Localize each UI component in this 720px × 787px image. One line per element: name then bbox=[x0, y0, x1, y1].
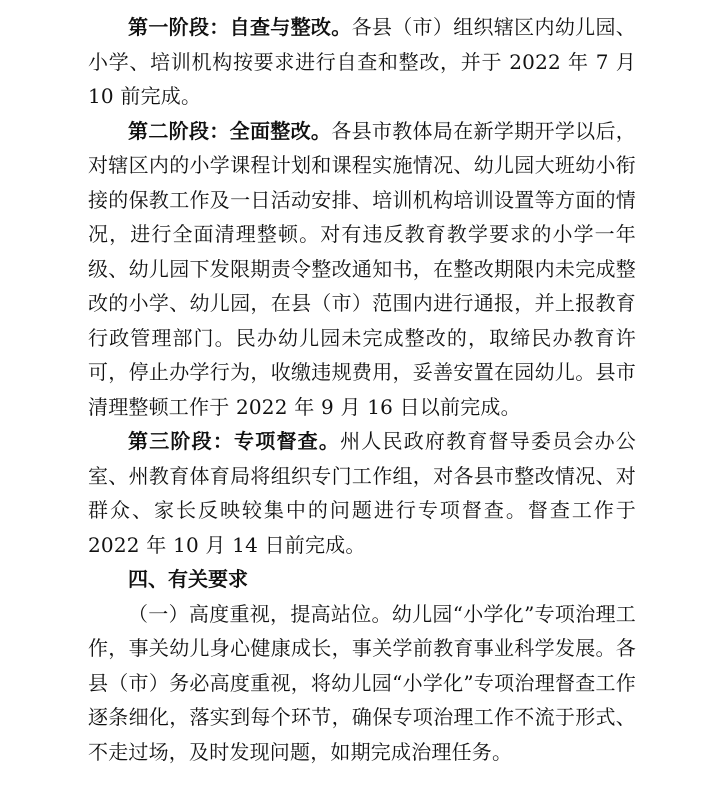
section4-heading: 四、有关要求 bbox=[128, 567, 248, 591]
stage2-body: 各县市教体局在新学期开学以后，对辖区内的小学课程计划和课程实施情况、幼儿园大班幼小衔接的保教工作及一日活动安排、培训机构培训设置等方面的情况，进行全面清理整顿。对有违反教育教学要求的小学一年级、幼儿园下发限期责令整改通知书，在整改期限内未完成整改的小学、幼儿园，在县（市）范围内进行通报，并上报教育行政管理部门。民办幼儿园未完成整改的，取缔民办教育许可，停止办学行为，收缴违规费用，妥善安置在园幼儿。县市清理整顿工作于 2022 年 9 月 16 日以前完成。 bbox=[88, 118, 636, 419]
stage2-lead: 第二阶段：全面整改。 bbox=[128, 118, 332, 143]
item1-lead: （一）高度重视，提高站位。 bbox=[128, 601, 392, 626]
item1-body: 幼儿园“小学化”专项治理工作，事关幼儿身心健康成长，事关学前教育事业科学发展。各县（市）务必高度重视，将幼儿园“小学化”专项治理督查工作逐条细化，落实到每个环节，确保专项治理工作不流于形式、不走过场，及时发现问题，如期完成治理任务。 bbox=[88, 601, 636, 764]
stage1-body: 各县（市）组织辖区内幼儿园、小学、培训机构按要求进行自查和整改，并于 2022 年 7 月 10 前完成。 bbox=[88, 15, 636, 108]
stage1-lead: 第一阶段：自查与整改。 bbox=[128, 15, 352, 39]
stage1-paragraph bbox=[88, 10, 636, 114]
stage3-paragraph bbox=[88, 424, 636, 562]
stage3-lead: 第三阶段：专项督查。 bbox=[128, 429, 341, 453]
document-page bbox=[88, 10, 636, 769]
stage2-paragraph bbox=[88, 114, 636, 425]
stage3-body: 州人民政府教育督导委员会办公室、州教育体育局将组织专门工作组，对各县市整改情况、对群众、家长反映较集中的问题进行专项督查。督查工作于 2022 年 10 月 14 日前完成。 bbox=[88, 429, 636, 557]
item1-paragraph bbox=[88, 597, 636, 770]
